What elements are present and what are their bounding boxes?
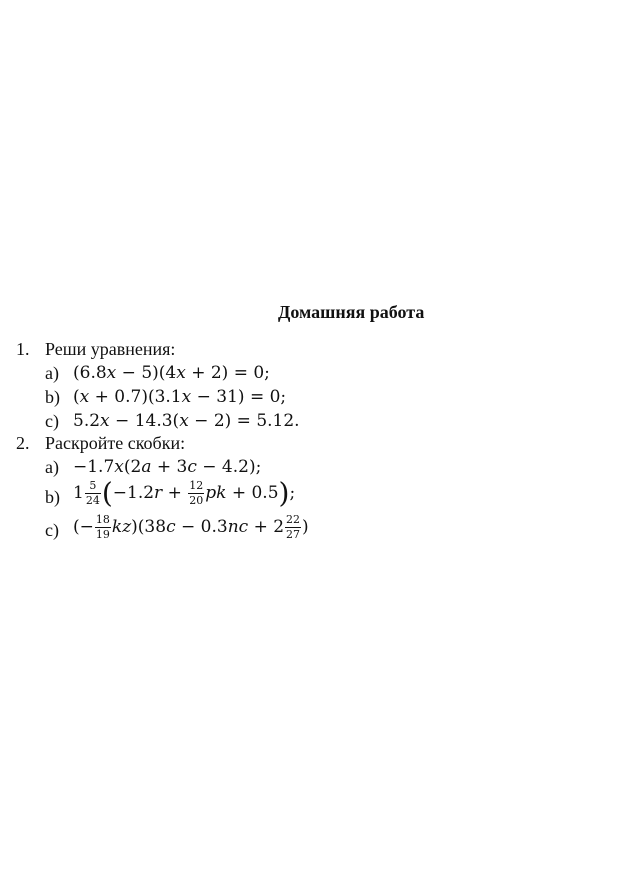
task-2c-fraction-2 <box>285 514 301 541</box>
fraction-denominator: 20 <box>189 494 204 507</box>
fraction-numerator: 22 <box>286 513 301 526</box>
task-1b-label: b) <box>45 387 60 407</box>
fraction-numerator: 18 <box>95 513 110 526</box>
task-2b-fraction-1 <box>85 480 101 507</box>
task-2-number: 2. <box>16 433 30 453</box>
task-2b-label: b) <box>45 487 60 507</box>
task-1-text: Реши уравнения: <box>45 339 176 359</box>
fraction-denominator: 27 <box>286 528 301 541</box>
fraction-numerator: 5 <box>85 480 101 494</box>
close-paren: ) <box>278 476 290 510</box>
task-2b-fraction-2 <box>188 480 204 507</box>
task-2c-start: (− <box>73 517 94 537</box>
task-2b-middle: −1.2r + <box>112 483 188 503</box>
fraction-denominator: 24 <box>85 494 100 507</box>
task-2c-end: ) <box>302 517 309 537</box>
task-1b-expression: (x + 0.7)(3.1x − 31) = 0; <box>73 387 287 407</box>
task-1c-label: c) <box>45 411 59 431</box>
task-2b-tail: pk + 0.5 <box>205 483 279 503</box>
task-1c-expression: 5.2x − 14.3(x − 2) = 5.12. <box>73 411 300 431</box>
task-2a-label: a) <box>45 457 59 477</box>
task-1a-expression: (6.8x − 5)(4x + 2) = 0; <box>73 363 270 383</box>
task-2b-expression <box>73 476 296 510</box>
task-2c-fraction-1 <box>95 514 111 541</box>
task-2a-expression: −1.7x(2a + 3c − 4.2); <box>73 457 262 477</box>
task-2b-whole: 1 <box>73 483 84 503</box>
task-2c-middle: kz)(38c − 0.3nc + 2 <box>111 517 285 537</box>
task-1a-label: a) <box>45 363 59 383</box>
task-1-number: 1. <box>16 339 30 359</box>
task-2b-end: ; <box>289 483 296 503</box>
task-2c-label: c) <box>45 520 59 540</box>
open-paren: ( <box>101 476 113 510</box>
task-2c-expression <box>73 514 309 541</box>
fraction-numerator: 12 <box>189 479 204 492</box>
document-title: Домашняя работа <box>278 302 425 322</box>
task-2-text: Раскройте скобки: <box>45 433 186 453</box>
fraction-denominator: 19 <box>95 528 110 541</box>
